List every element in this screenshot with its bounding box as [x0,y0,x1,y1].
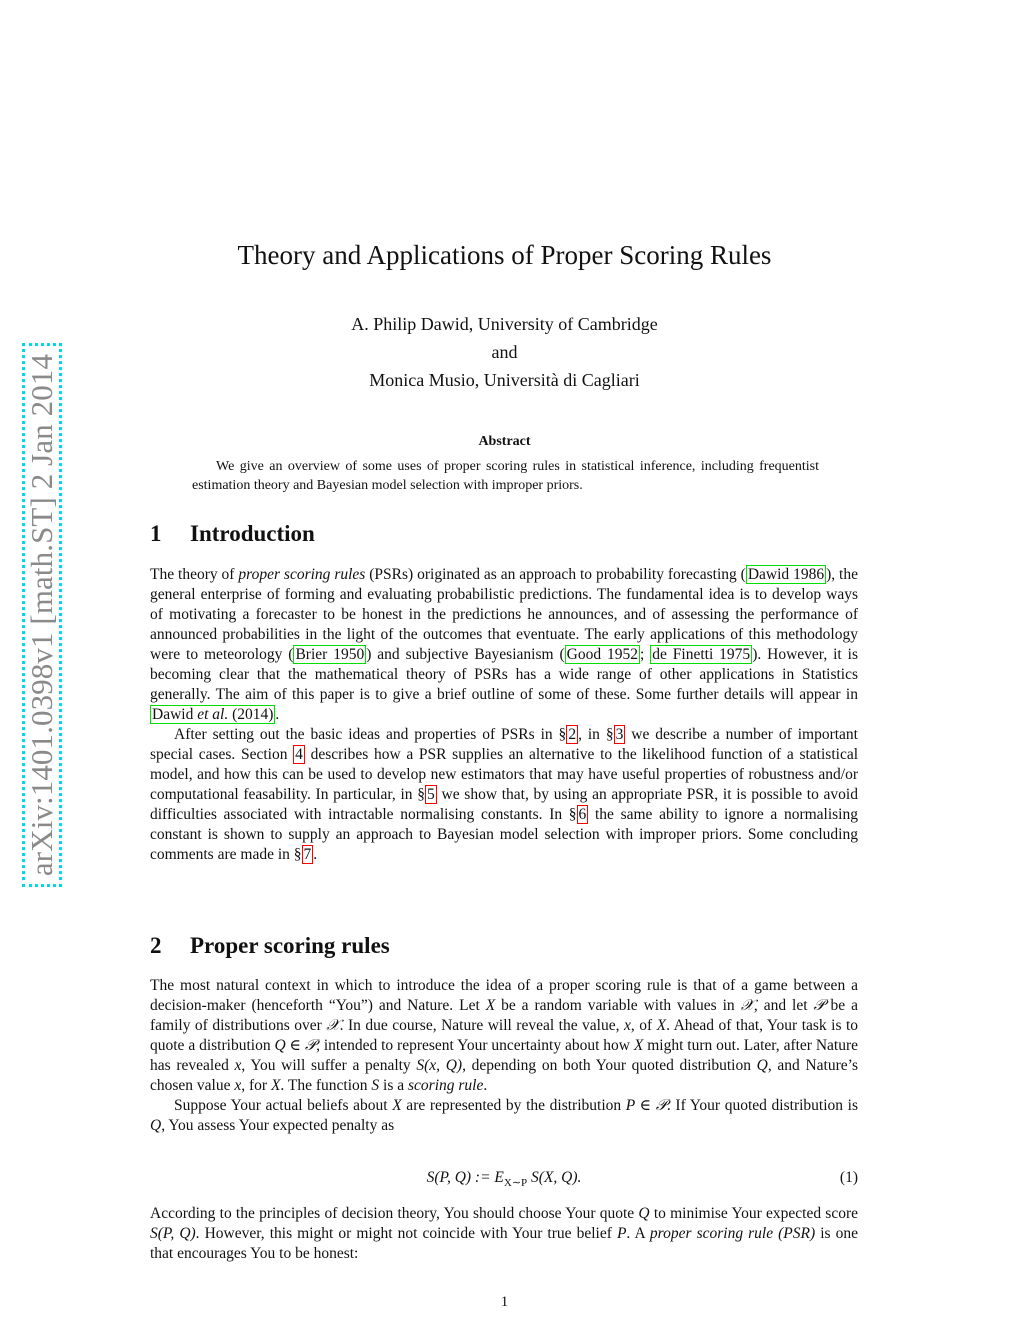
equation-number: (1) [839,1169,858,1186]
section-ref-link[interactable]: 3 [615,726,624,743]
section-ref-link[interactable]: 4 [295,746,303,763]
section-heading-proper-scoring-rules [150,933,390,959]
arxiv-stamp-container [22,322,62,908]
emphasis: scoring rule [408,1077,484,1094]
section-number: 2 [150,933,162,958]
paragraph: The most natural context in which to introduce the idea of a proper scoring rule is that of a game between a decision-maker (henceforth “You”) and Nature. Let X be a random variable with values in 𝒳, and let 𝒫 be a family of distributions over 𝒳. In due course, Nature will reveal the value, x, of X. Ahead of that, Your task is to quote a distribution Q ∈ 𝒫, intended to represent Your uncertainty about how X might turn out. Later, after Nature has revealed x, You will suffer a penalty S(x, Q), depending on both Your quoted distribution Q, and Nature’s chosen value x, for X. The function S is a scoring rule. [150,977,859,1094]
abstract-heading: Abstract [478,434,531,449]
citation-link[interactable]: Brier 1950 [295,646,365,663]
paragraph: According to the principles of decision theory, You should choose Your quote Q to minimise Your expected score S(P, Q). However, this might or might not coincide with Your true belief P. A proper scoring rule (PSR) is one that encourages You to be honest: [150,1205,859,1262]
author-conjunction: and [491,342,518,362]
equation-expression: S(P, Q) := $E_{X\sim P}$ S(X, Q). [426,1169,582,1190]
paragraph: After setting out the basic ideas and properties of PSRs in § 2 , in § 3 we describe a number of important special cases. Section 4 describes how a PSR supplies an alternative to the likelihood function of a statistical model, and how this can be used to develop new estimators that may have useful properties of robustness and/or computational feasability. In particular, in § 5 we show that, by using an appropriate PSR, it is possible to avoid difficulties associated with intractable normalising constants. In § 6 the same ability to ignore a normalising constant is shown to supply an approach to Bayesian model selection with improper priors. Some concluding comments are made in § 7 . [150,726,859,863]
citation-link[interactable]: Dawid et al. (2014) [152,706,274,723]
section-heading-introduction [150,521,315,547]
section-title: Proper scoring rules [190,933,390,958]
emphasis: proper scoring rule (PSR) [649,1225,816,1242]
author-2: Monica Musio, Università di Cagliari [369,370,640,390]
introduction-body [150,565,858,865]
abstract [192,457,819,495]
emphasis: proper scoring rules [238,566,366,583]
section-ref-link[interactable]: 2 [568,726,577,743]
page-number: 1 [500,1294,509,1310]
equation-1 [150,1169,858,1191]
paragraph: Suppose Your actual beliefs about X are represented by the distribution P ∈ 𝒫. If Your quoted distribution is Q, You assess Your expected penalty as [150,1097,859,1134]
section-ref-link[interactable]: 6 [578,806,587,823]
author-block [0,310,1009,394]
section-ref-link[interactable]: 7 [303,846,312,863]
arxiv-stamp: arXiv:1401.0398v1 [math.ST] 2 Jan 2014 [22,343,62,887]
paper-title: Theory and Applications of Proper Scoring Rules [237,240,772,270]
author-1: A. Philip Dawid, University of Cambridge [351,314,658,334]
section2-body-part1 [150,976,858,1136]
citation-link[interactable]: Dawid 1986 [747,566,825,583]
section2-body-part2 [150,1204,858,1264]
section-ref-link[interactable]: 5 [427,786,435,803]
paragraph: The theory of proper scoring rules (PSRs) originated as an approach to probability forecasting ( Dawid 1986 ), the general enterprise of forming and evaluating probabilistic predictions. The fundamental idea is to develop ways of motivating a forecaster to be honest in the predictions he announces, and of assessing the performance of announced probabilities in the light of the outcomes that eventuate. The early applications of this methodology were to meteorology ( Brier 1950 ) and subjective Bayesianism ( Good 1952 ; de Finetti 1975 ). However, it is becoming clear that the mathematical theory of PSRs has a wide range of other applications in Statistics generally. The aim of this paper is to give a brief outline of some of these. Some further details will appear in Dawid et al. (2014) . [150,566,858,723]
section-number: 1 [150,521,162,546]
citation-link[interactable]: de Finetti 1975 [652,646,751,663]
abstract-text: We give an overview of some uses of proper scoring rules in statistical inference, including frequentist estimation theory and Bayesian model selection with improper priors. [192,459,819,493]
citation-link[interactable]: Good 1952 [566,646,638,663]
section-title: Introduction [190,521,315,546]
